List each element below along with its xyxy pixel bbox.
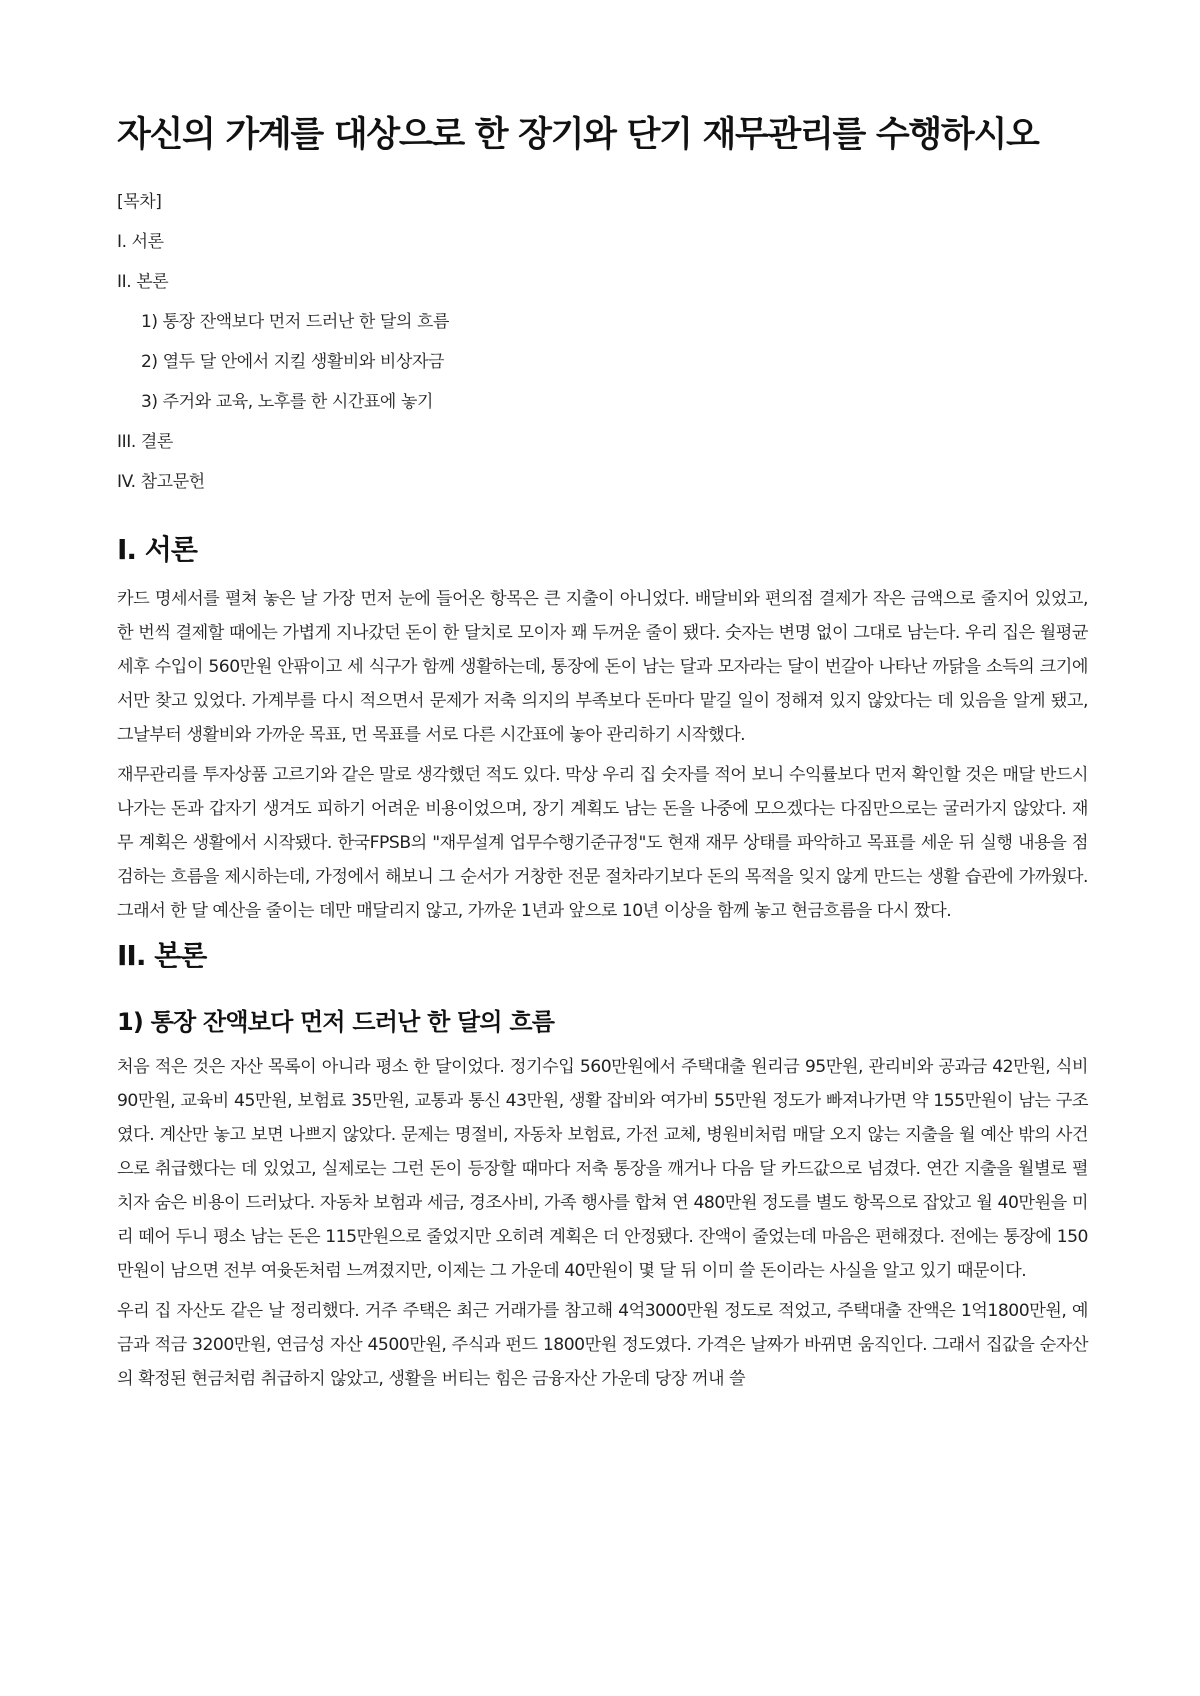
toc-item: III. 결론 (117, 432, 173, 452)
document-title: 자신의 가계를 대상으로 한 장기와 단기 재무관리를 수행하시오 (117, 115, 1039, 155)
table-of-contents (117, 182, 1088, 502)
toc-item: 2) 열두 달 안에서 지킬 생활비와 비상자금 (141, 352, 445, 372)
toc-item: I. 서론 (117, 232, 164, 252)
body-paragraph: 처음 적은 것은 자산 목록이 아니라 평소 한 달이었다. 정기수입 560만원에서 주택대출 원리금 95만원, 관리비와 공과금 42만원, 식비 90만원, 교육비 45만원, 보험료 35만원, 교통과 통신 43만원, 생활 잡비와 여가비 55만원 정도가 빠져나가면 약 155만원이 남는 구조였다. 계산만 놓고 보면 나쁘지 않았다. 문제는 명절비, 자동차 보험료, 가전 교체, 병원비처럼 매달 오지 않는 지출을 월 예산 밖의 사건으로 취급했다는 데 있었고, 실제로는 그런 돈이 등장할 때마다 저축 통장을 깨거나 다음 달 카드값으로 넘겼다. 연간 지출을 월별로 펼치자 숨은 비용이 드러났다. 자동차 보험과 세금, 경조사비, 가족 행사를 합쳐 연 480만원 정도를 별도 항목으로 잡았고 월 40만원을 미리 떼어 두니 평소 남는 돈은 115만원으로 줄었지만 오히려 계획은 더 안정됐다. 잔액이 줄었는데 마음은 편해졌다. 전에는 통장에 150만원이 남으면 전부 여윳돈처럼 느껴졌지만, 이제는 그 가운데 40만원이 몇 달 뒤 이미 쓸 돈이라는 사실을 알고 있기 때문이다. (117, 1057, 1088, 1281)
body-paragraph: 우리 집 자산도 같은 날 정리했다. 거주 주택은 최근 거래가를 참고해 4억3000만원 정도로 적었고, 주택대출 잔액은 1억1800만원, 예금과 적금 3200만원, 연금성 자산 4500만원, 주식과 펀드 1800만원 정도였다. 가격은 날짜가 바뀌면 움직인다. 그래서 집값을 순자산의 확정된 현금처럼 취급하지 않았고, 생활을 버티는 힘은 금융자산 가운데 당장 꺼내 쓸 (117, 1301, 1088, 1389)
intro-paragraph: 카드 명세서를 펼쳐 놓은 날 가장 먼저 눈에 들어온 항목은 큰 지출이 아니었다. 배달비와 편의점 결제가 작은 금액으로 줄지어 있었고, 한 번씩 결제할 때에는 가볍게 지나갔던 돈이 한 달치로 모이자 꽤 두꺼운 줄이 됐다. 숫자는 변명 없이 그대로 남는다. 우리 집은 월평균 세후 수입이 560만원 안팎이고 세 식구가 함께 생활하는데, 통장에 돈이 남는 달과 모자라는 달이 번갈아 나타난 까닭을 소득의 크기에서만 찾고 있었다. 가계부를 다시 적으면서 문제가 저축 의지의 부족보다 돈마다 맡길 일이 정해져 있지 않았다는 데 있음을 알게 됐고, 그날부터 생활비와 가까운 목표, 먼 목표를 서로 다른 시간표에 놓아 관리하기 시작했다. (117, 589, 1088, 745)
intro-paragraph: 재무관리를 투자상품 고르기와 같은 말로 생각했던 적도 있다. 막상 우리 집 숫자를 적어 보니 수익률보다 먼저 확인할 것은 매달 반드시 나가는 돈과 갑자기 생겨도 피하기 어려운 비용이었으며, 장기 계획도 남는 돈을 나중에 모으겠다는 다짐만으로는 굴러가지 않았다. 재무 계획은 생활에서 시작됐다. 한국FPSB의 "재무설계 업무수행기준규정"도 현재 재무 상태를 파악하고 목표를 세운 뒤 실행 내용을 점검하는 흐름을 제시하는데, 가정에서 해보니 그 순서가 거창한 전문 절차라기보다 돈의 목적을 잊지 않게 만드는 생활 습관에 가까웠다. 그래서 한 달 예산을 줄이는 데만 매달리지 않고, 가까운 1년과 앞으로 10년 이상을 함께 놓고 현금흐름을 다시 짰다. (117, 765, 1088, 921)
toc-heading: [목차] (117, 192, 162, 212)
toc-item: 3) 주거와 교육, 노후를 한 시간표에 놓기 (141, 392, 434, 412)
toc-item: 1) 통장 잔액보다 먼저 드러난 한 달의 흐름 (141, 312, 450, 332)
toc-item: IV. 참고문헌 (117, 472, 205, 492)
toc-item: II. 본론 (117, 272, 169, 292)
subsection-heading: 1) 통장 잔액보다 먼저 드러난 한 달의 흐름 (117, 1008, 555, 1036)
section-heading-intro: I. 서론 (117, 533, 197, 566)
section-heading-body: II. 본론 (117, 939, 207, 972)
